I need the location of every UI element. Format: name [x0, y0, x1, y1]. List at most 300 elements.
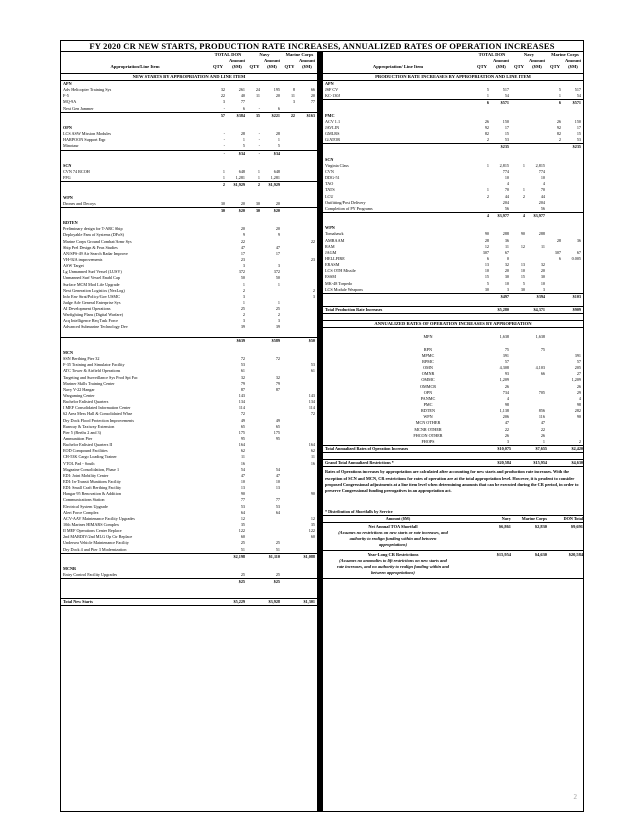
don-amount: 134	[238, 399, 245, 405]
line-item-name: TATS	[325, 187, 335, 193]
col-marine-corps: Marine Corps	[285, 52, 314, 57]
don-amount: 77	[240, 99, 245, 105]
aro-mc-amount: 4	[578, 395, 581, 401]
appropriation-name: APN	[325, 81, 334, 86]
col-qty: QTY	[213, 64, 223, 69]
don-amount: 2	[242, 287, 245, 293]
mc-qty: 1	[558, 93, 561, 99]
don-amount: 44	[504, 193, 509, 199]
subtotal-row	[61, 112, 317, 119]
don-amount: 25	[240, 540, 245, 546]
aro-approp-name: WPN	[423, 414, 433, 420]
don-amount: 70	[504, 187, 509, 193]
don-amount: 11	[504, 243, 509, 249]
appropriation-name: MCN	[63, 350, 74, 356]
don-qty: -	[223, 150, 225, 156]
don-amount: 95	[240, 436, 245, 442]
navy-amount: 20	[275, 93, 280, 99]
subtotal-row	[61, 181, 317, 188]
navy-amount: 2	[277, 312, 280, 318]
aro-navy-amount: 66	[540, 371, 545, 377]
don-amount: $1,929	[233, 182, 245, 188]
navy-amount: $20	[273, 207, 280, 213]
navy-amount: 204	[538, 199, 545, 205]
don-amount: 15	[504, 131, 509, 137]
aro-mc-amount: 282	[574, 408, 581, 414]
line-item-name: Surface MCM Mod Life Upgrade	[63, 281, 120, 287]
don-amount: 50	[240, 275, 245, 281]
aro-total-don: $10,075	[497, 446, 511, 452]
col-amount-label: Amount	[298, 58, 316, 63]
don-amount: 87	[240, 386, 245, 392]
aro-navy-amount: 4,103	[535, 365, 545, 371]
line-item-name: Total Production Rate Increases	[325, 307, 383, 313]
appropriation-name: APN	[63, 81, 72, 86]
col-amount-label: Amount	[492, 58, 510, 63]
mc-qty: 8	[292, 87, 295, 93]
don-amount: 72	[240, 356, 245, 362]
don-qty: 1	[486, 162, 489, 168]
navy-amount: 2,815	[535, 162, 545, 168]
navy-amount: 11	[540, 243, 545, 249]
line-item-name: F-35 Training and Simulator Facility	[63, 362, 125, 368]
don-amount: 143	[238, 393, 245, 399]
don-qty: 30	[220, 207, 225, 213]
mc-amount: $1,301	[303, 598, 315, 604]
navy-qty: 30	[520, 286, 525, 292]
aro-approp-name: FHOPS	[421, 438, 435, 444]
don-amount: 12	[240, 515, 245, 521]
aro-mc-amount: 90	[576, 414, 581, 420]
line-item-name: ACV-AAV Maintenance Facility Upgrades	[63, 515, 135, 521]
mc-amount: 36	[576, 237, 581, 243]
mc-amount: 164	[308, 442, 315, 448]
line-item-name: Ship Prel Design & Feas Studies	[63, 244, 118, 250]
subtotal-row	[61, 207, 317, 214]
don-qty: 82	[484, 131, 489, 137]
shortfall-rows	[323, 523, 583, 579]
mc-amount: 150	[574, 118, 581, 124]
aro-navy-amount: 856	[538, 408, 545, 414]
don-amount: 49	[240, 417, 245, 423]
aro-rows	[323, 334, 583, 445]
aro-don-amount: 47	[504, 420, 509, 426]
navy-qty: 30	[255, 207, 260, 213]
line-item-name: HELLFIRE	[325, 255, 345, 261]
don-qty: 90	[484, 231, 489, 237]
don-amount: 25	[240, 306, 245, 312]
don-qty: -	[223, 105, 225, 111]
mc-amount: 12	[310, 515, 315, 521]
total-row	[61, 598, 317, 606]
navy-amount: 13	[275, 485, 280, 491]
mc-amount: 77	[310, 99, 315, 105]
aro-approp-name: PMC	[423, 402, 433, 408]
page-title: FY 2020 CR NEW STARTS, PRODUCTION RATE INCREASES, ANNUALIZED RATES OF OPERATION INCREASES	[61, 41, 583, 52]
navy-qty: 10	[520, 268, 525, 274]
navy-amount: 1	[277, 299, 280, 305]
don-amount: $2,198	[233, 553, 245, 559]
don-amount: $5,280	[497, 307, 509, 313]
line-item-name: 10th Marines HIMARS Complex	[63, 521, 119, 527]
line-item-name: Virginia Class	[325, 162, 349, 168]
navy-amount: 47	[275, 244, 280, 250]
aro-don-amount: 4,308	[499, 365, 509, 371]
line-item-name: Electrical System Upgrade	[63, 503, 108, 509]
navy-amount: 20	[540, 268, 545, 274]
navy-amount: 25	[275, 572, 280, 578]
new-starts-rows	[61, 81, 317, 606]
total-row	[323, 306, 583, 314]
aro-mc-amount: 98	[576, 402, 581, 408]
line-item-name: FFG	[63, 175, 71, 181]
shortfall-don: $20,584	[568, 551, 583, 557]
navy-qty: 1	[257, 175, 260, 181]
don-qty: 5	[486, 87, 489, 93]
mc-amount: $235	[572, 144, 581, 150]
line-item-name: Total New Starts	[63, 598, 93, 604]
navy-amount: 3	[277, 318, 280, 324]
don-amount: 10	[504, 175, 509, 181]
navy-qty: 30	[255, 200, 260, 206]
line-item-name: EOD Compound Facilities	[63, 448, 108, 454]
aro-total-mc: $2,420	[571, 446, 583, 452]
line-item-name: Dry Dock 4 and Pier 3 Modernization	[63, 546, 127, 552]
don-amount: 22	[240, 238, 245, 244]
line-item-name: LCS Module Weapons	[325, 286, 363, 292]
subtotal-row	[323, 143, 583, 150]
navy-amount: 25	[275, 540, 280, 546]
navy-amount: 25	[275, 306, 280, 312]
don-qty: 13	[484, 262, 489, 268]
shortfall-navy-head: Navy	[501, 515, 511, 521]
don-qty: 2	[222, 182, 225, 188]
col-sm: ($M)	[532, 64, 542, 69]
aro-total-row	[323, 445, 583, 453]
mc-qty: 3	[292, 99, 295, 105]
aro-don-amount: 4	[506, 395, 509, 401]
navy-qty: 5	[522, 280, 525, 286]
don-qty: 26	[484, 118, 489, 124]
aro-don-amount: 1,638	[499, 334, 509, 340]
navy-amount: 54	[275, 466, 280, 472]
navy-qty: -	[258, 131, 260, 137]
line-item-name: JAVLIN	[325, 124, 340, 130]
line-item-name: Runway & Taxiway Extension	[63, 423, 115, 429]
col-qty: QTY	[514, 64, 524, 69]
mc-amount: 60	[310, 534, 315, 540]
navy-qty: 15	[520, 274, 525, 280]
appropriation-name: OPN	[63, 124, 72, 130]
don-amount: $639	[236, 337, 245, 343]
aro-approp-name: OMMCR	[419, 383, 437, 389]
col-navy: Navy	[523, 52, 535, 57]
line-item-name: Acq Intelligence Req Task Force	[63, 318, 118, 324]
don-qty: 92	[484, 124, 489, 130]
mc-amount: 61	[310, 368, 315, 374]
don-amount: 114	[238, 405, 245, 411]
don-qty: 32	[220, 87, 225, 93]
line-item-name: I MEF Consolidated Information Center	[63, 405, 131, 411]
line-item-name: Wargaming Center	[63, 393, 95, 399]
col-navy: Navy	[259, 52, 270, 57]
navy-qty: 1	[257, 168, 260, 174]
line-item-name: Navy V-22 Hangar	[63, 386, 95, 392]
don-amount: 51	[240, 546, 245, 552]
don-amount: 72	[240, 411, 245, 417]
navy-amount: 79	[275, 380, 280, 386]
col-amount-label: Amount	[528, 58, 546, 63]
navy-amount: 5	[277, 143, 280, 149]
col-qty: QTY	[249, 64, 260, 69]
line-item-name: Next Gen Jammer	[63, 105, 94, 111]
mc-qty: 6	[558, 100, 561, 106]
line-item-name: VH-92A improvements	[63, 256, 103, 262]
don-qty: 15	[484, 274, 489, 280]
line-item-name: 2nd MARDIV/2nd MLG Op Ctr Replace	[63, 534, 133, 540]
mc-amount: $163	[306, 112, 315, 118]
aro-row	[323, 334, 583, 340]
don-amount: $3,977	[497, 212, 509, 218]
mc-amount: $50	[308, 337, 315, 343]
mc-amount: 3	[312, 293, 315, 299]
aro-don-amount: 98	[504, 402, 509, 408]
don-qty: 2	[486, 137, 489, 143]
don-qty: 22	[220, 93, 225, 99]
aro-mc-amount: 57	[576, 359, 581, 365]
mc-amount: 66	[310, 87, 315, 93]
aro-don-amount: 3	[506, 438, 509, 444]
mc-amount: 16	[310, 460, 315, 466]
mc-qty: 26	[556, 118, 561, 124]
line-item-name: Drones and Decoys	[63, 200, 96, 206]
production-section-title: PRODUCTION RATE INCREASES BY APPROPRIATION AND LINE ITEM	[323, 74, 583, 81]
mc-qty: 82	[556, 131, 561, 137]
line-item-name: LCS OTH Missile	[325, 268, 356, 274]
line-item-name: ACV 1.1	[325, 118, 341, 124]
navy-amount: $1,929	[268, 182, 280, 188]
don-qty: 28	[484, 237, 489, 243]
don-amount: 20	[504, 268, 509, 274]
line-item-name: MQ-9A	[63, 99, 77, 105]
don-amount: 35	[240, 521, 245, 527]
navy-amount: $34	[273, 150, 280, 156]
don-amount: 3	[242, 293, 245, 299]
shortfall-assumption: (Assumes no anomalies to lift restrictions on new starts and rate increases, and no authority to realign funding within and between appropriations)	[337, 557, 449, 575]
don-amount: $497	[500, 293, 509, 299]
aro-mc-amount: 391	[574, 352, 581, 358]
don-amount: 517	[502, 87, 509, 93]
line-item-name: LCS ASW Mission Modules	[63, 131, 111, 137]
navy-amount: 51	[275, 546, 280, 552]
aro-approp-name: MPMC	[421, 352, 435, 358]
aro-don-amount: 57	[504, 359, 509, 365]
navy-amount: 50	[275, 275, 280, 281]
navy-qty: 11	[255, 93, 260, 99]
col-amount-label: Amount	[263, 58, 281, 63]
don-amount: 261	[238, 87, 245, 93]
don-amount: 65	[240, 423, 245, 429]
mc-amount: 23	[310, 256, 315, 262]
navy-amount: 70	[540, 187, 545, 193]
line-item-name: Preliminary design for T-ARC Ship	[63, 226, 123, 232]
aro-approp-name: RPMC	[422, 359, 434, 365]
aro-mc-amount: 27	[576, 371, 581, 377]
line-item-row	[61, 324, 317, 330]
appropriation-name: PMC	[325, 112, 335, 118]
new-starts-panel	[61, 52, 317, 606]
navy-amount: 9	[277, 232, 280, 238]
line-item-name: Next Generation Logistics (NexLog)	[63, 287, 125, 293]
col-marine-corps: Marine Corps	[551, 52, 579, 57]
shortfall-label: Net Annual TOA Shortfall	[368, 523, 418, 529]
navy-amount: 53	[275, 503, 280, 509]
mc-amount: $103	[572, 293, 581, 299]
line-item-name: SSN Berthing Pier 32	[63, 356, 100, 362]
aro-approp-name: OMMC	[421, 377, 435, 383]
appropriation-name: SCN	[63, 162, 72, 168]
col-line-item: Appropriation/Line Item	[110, 64, 160, 69]
subtotal-row	[61, 553, 317, 560]
aro-approp-name: FHCON OTHER	[413, 432, 443, 438]
right-column-header	[323, 52, 583, 74]
navy-amount: 1	[277, 137, 280, 143]
don-amount: 23	[240, 256, 245, 262]
col-sm: ($M)	[302, 64, 312, 69]
don-amount: 1	[242, 281, 245, 287]
line-item-name: Judge Adv General Enterprise Sys	[63, 299, 121, 305]
aro-approp-name: OMNR	[421, 371, 435, 377]
navy-amount: 20	[275, 200, 280, 206]
navy-amount: 32	[275, 374, 280, 380]
navy-qty: 2	[522, 193, 525, 199]
line-item-name: Lg Unmanned Surf Vessel (LUSV)	[63, 269, 122, 275]
navy-amount: $3,977	[533, 212, 545, 218]
aro-navy-amount: 1	[542, 438, 545, 444]
line-item-name: TAO	[325, 181, 334, 187]
subtotal-row	[323, 212, 583, 219]
line-item-name: Completion of PY Programs	[325, 205, 373, 211]
grand-total-don: $20,584	[497, 460, 511, 466]
aro-total-navy: $7,655	[535, 446, 547, 452]
aro-approp-name: MCNR OTHER	[414, 426, 442, 432]
don-qty: 57	[220, 112, 225, 118]
navy-qty: 24	[255, 87, 260, 93]
col-amount-label: Amount	[228, 58, 246, 63]
shortfall-don-head: DON Total	[563, 515, 583, 521]
mc-amount: 2	[312, 287, 315, 293]
aro-mc-amount: 2	[578, 438, 581, 444]
line-item-name: AMRAAM	[325, 237, 345, 243]
line-item-name: Advanced Submarine Technology Dev	[63, 324, 128, 330]
mc-amount: 35	[310, 521, 315, 527]
aro-don-amount: 391	[502, 352, 509, 358]
navy-qty: 13	[520, 262, 525, 268]
line-item-name: Communications Station	[63, 497, 105, 503]
mc-amount: 114	[308, 405, 315, 411]
line-item-name: Deployable Fam of Systems (DFoS)	[63, 232, 124, 238]
don-qty: 2	[486, 193, 489, 199]
navy-amount: 49	[275, 417, 280, 423]
appropriation-name: WPN	[63, 194, 73, 200]
line-item-name: F-5	[63, 93, 69, 99]
don-qty: 1	[222, 168, 225, 174]
aro-don-amount: 75	[504, 346, 509, 352]
mc-amount: 517	[574, 87, 581, 93]
don-amount: $235	[500, 144, 509, 150]
line-item-name: VTOL Pad - South	[63, 460, 95, 466]
col-total-don: TOTAL DON	[478, 52, 506, 57]
navy-amount: 64	[275, 509, 280, 515]
navy-qty: 1	[522, 162, 525, 168]
col-qty: QTY	[550, 64, 560, 69]
mc-amount: $909	[572, 307, 581, 313]
navy-qty: -	[258, 150, 260, 156]
don-amount: 64	[240, 509, 245, 515]
col-amount-label: Amount	[564, 58, 582, 63]
line-item-name: LCU	[325, 193, 334, 199]
navy-amount: 32	[540, 262, 545, 268]
navy-amount: 4	[542, 181, 545, 187]
don-qty: -	[223, 131, 225, 137]
navy-qty: 4	[522, 212, 525, 218]
line-item-name: CVN 74 RCOH	[63, 168, 90, 174]
don-amount: 2,815	[499, 162, 509, 168]
col-sm: ($M)	[267, 64, 277, 69]
aro-mc-amount: 1,209	[571, 377, 581, 383]
navy-amount: 95	[275, 436, 280, 442]
don-amount: 372	[238, 269, 245, 275]
appropriation-name: RDTEN	[63, 220, 78, 226]
navy-amount: 288	[538, 231, 545, 237]
line-item-name: Tomahawk	[325, 231, 344, 237]
mc-amount: $571	[572, 100, 581, 106]
don-qty: 6	[486, 255, 489, 261]
aro-don-amount: 206	[502, 414, 509, 420]
navy-amount: 47	[275, 472, 280, 478]
mc-qty: 22	[290, 112, 295, 118]
line-item-name: Bachelor Enlisted Quarters	[63, 399, 109, 405]
mc-qty: 307	[554, 249, 561, 255]
don-amount: 67	[504, 249, 509, 255]
don-amount: 10	[240, 479, 245, 484]
don-amount: 11	[240, 454, 245, 460]
col-sm: ($M)	[496, 64, 506, 69]
aro-approp-name: RPN	[423, 346, 433, 352]
don-qty: 3	[222, 99, 225, 105]
mc-amount: 15	[576, 131, 581, 137]
aro-approp-name: MCN OTHER	[415, 420, 441, 426]
line-item-name: Mariner Skills Training Center	[63, 380, 115, 386]
shortfall-mc: $2,830	[534, 523, 547, 529]
mc-amount: 53	[576, 137, 581, 143]
don-qty: 10	[484, 268, 489, 274]
line-item-name: Pier 5 (Berths 2 and 3)	[63, 429, 102, 435]
navy-amount: $394	[536, 293, 545, 299]
line-item-name: Undersea Vehicle Maintenance Facility	[63, 540, 129, 546]
don-amount: 774	[502, 168, 509, 174]
don-amount: 17	[504, 124, 509, 130]
grand-total-navy: $15,954	[533, 460, 547, 466]
line-item-name: Unmanned Surf Vessel Enabl Cap	[63, 275, 120, 281]
don-amount: 60	[240, 534, 245, 540]
don-amount: 10	[504, 280, 509, 286]
mc-amount: 122	[308, 528, 315, 534]
line-item-name: Ammunition Pier	[63, 436, 93, 442]
line-item-name: KC-130J	[325, 93, 341, 99]
mc-amount: 53	[310, 362, 315, 368]
col-qty: QTY	[284, 64, 295, 69]
